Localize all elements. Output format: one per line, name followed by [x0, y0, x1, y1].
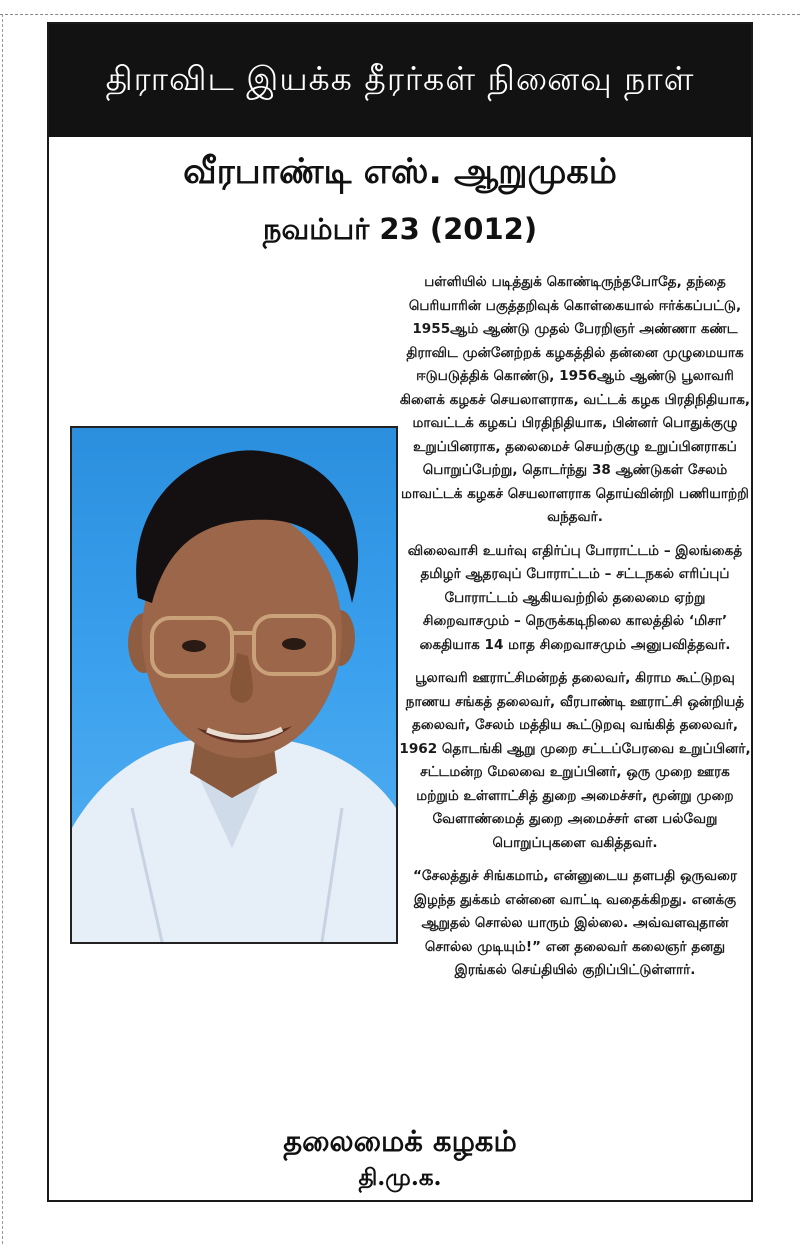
- memorial-date: நவம்பர் 23 (2012): [262, 212, 538, 246]
- person-name: வீரபாண்டி எஸ். ஆறுமுகம்: [183, 152, 617, 192]
- banner-title: திராவிட இயக்க தீரர்கள் நினைவு நாள்: [105, 58, 695, 98]
- bio-paragraph-1: பள்ளியில் படித்துக் கொண்டிருந்தபோதே, தந்தை பெரியாரின் பகுத்தறிவுக் கொள்கையால் ஈர்க்கப்பட்டு, 1955ஆம் ஆண்டு முதல் பேரறிஞர் அண்ணா கண்ட திராவிட முன்னேற்றக் கழகத்தில் தன்னை முழுமையாக ஈடுபடுத்திக் கொண்டு, 1956ஆம் ஆண்டு பூலாவரி கிளைக் கழகச் செயலாளராக, வட்டக் கழக பிரதிநிதியாக, மாவட்டக் கழகப் பிரதிநிதியாக, பின்னர் பொதுக்குழு உறுப்பினராக, தலைமைச் செயற்குழு உறுப்பினராகப் பொறுப்பேற்று, தொடர்ந்து 38 ஆண்டுகள் சேலம் மாவட்டக் கழகச் செயலாளராக தொய்வின்றி பணியாற்றி வந்தவர்.: [399, 274, 751, 525]
- page-top-strip: [0, 0, 800, 15]
- page-left-margin-rule: [2, 14, 3, 1244]
- bio-paragraph-2: விலைவாசி உயர்வு எதிர்ப்பு போராட்டம் – இலங்கைத் தமிழர் ஆதரவுப் போராட்டம் – சட்டநகல் எரிப்புப் போராட்டம் ஆகியவற்றில் தலைமை ஏற்று சிறைவாசமும் – நெருக்கடிநிலை காலத்தில் ‘மிசா’ கைதியாக 14 மாத சிறைவாசமும் அனுபவித்தவர்.: [407, 542, 743, 653]
- portrait-photo: [70, 426, 398, 944]
- bio-paragraph-3: பூலாவரி ஊராட்சிமன்றத் தலைவர், கிராம கூட்டுறவு நாணய சங்கத் தலைவர், வீரபாண்டி ஊராட்சி ஒன்றியத் தலைவர், சேலம் மத்திய கூட்டுறவு வங்கித் தலைவர், 1962 தொடங்கி ஆறு முறை சட்டப்பேரவை உறுப்பினர், சட்டமன்ற மேலவை உறுப்பினர், ஒரு முறை ஊரக மற்றும் உள்ளாட்சித் துறை அமைச்சர், மூன்று முறை வேளாண்மைத் துறை அமைச்சர் என பல்வேறு பொறுப்புகளை வகித்தவர்.: [399, 670, 751, 851]
- memorial-notice: [47, 22, 753, 1202]
- biography-text: [399, 271, 751, 993]
- portrait-illustration: [72, 428, 396, 942]
- footer-organization: தலைமைக் கழகம்: [283, 1124, 517, 1158]
- title-banner: [49, 24, 751, 137]
- footer-party-name: தி.மு.க.: [358, 1164, 442, 1191]
- bio-paragraph-quote: “சேலத்துச் சிங்கமாம், என்னுடைய தளபதி ஒருவரை இழந்த துக்கம் என்னை வாட்டி வதைக்கிறது. எனக்கு ஆறுதல் சொல்ல யாரும் இல்லை. அவ்வளவுதான் சொல்ல முடியும்!” என தலைவர் கலைஞர் தனது இரங்கல் செய்தியில் குறிப்பிட்டுள்ளார்.: [412, 868, 738, 978]
